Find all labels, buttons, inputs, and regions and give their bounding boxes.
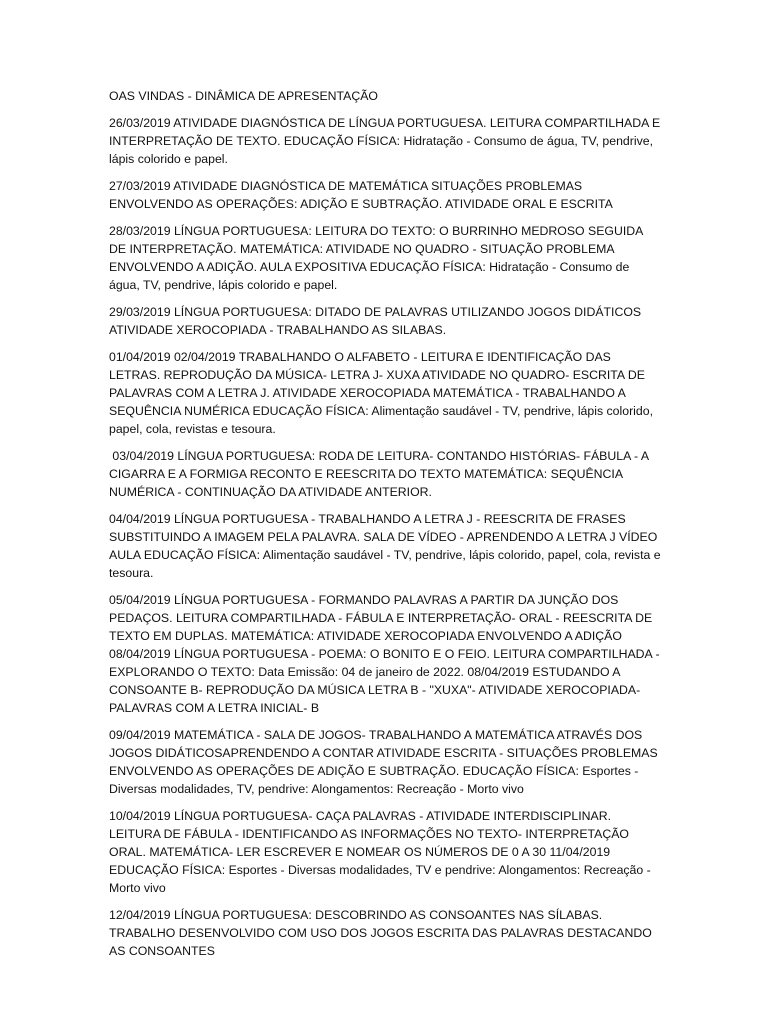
paragraph-2019-04-09: 09/04/2019 MATEMÁTICA - SALA DE JOGOS- TRABALHANDO A MATEMÁTICA ATRAVÉS DOS JOGOS DIDÁTICOSAPRENDENDO A CONTAR ATIVIDADE ESCRITA - SITUAÇÕES PROBLEMAS ENVOLVENDO AS OPERAÇÕES DE ADIÇÃO E SUBTRAÇÃO. EDUCAÇÃO FÍSICA: Esportes - Diversas modalidades, TV, pendrive: Alongamentos: Recreação - Morto vivo bbox=[109, 728, 662, 796]
paragraph-2019-04-12: 12/04/2019 LÍNGUA PORTUGUESA: DESCOBRINDO AS CONSOANTES NAS SÍLABAS. TRABALHO DESENVOLVIDO COM USO DOS JOGOS ESCRITA DAS PALAVRAS DESTACANDO AS CONSOANTES bbox=[109, 908, 655, 958]
paragraph-2019-04-04: 04/04/2019 LÍNGUA PORTUGUESA - TRABALHANDO A LETRA J - REESCRITA DE FRASES SUBSTITUINDO A IMAGEM PELA PALAVRA. SALA DE VÍDEO - APRENDENDO A LETRA J VÍDEO AULA EDUCAÇÃO FÍSICA: Alimentação saudável - TV, pendrive, lápis colorido, papel, cola, revista e tesoura. bbox=[109, 512, 664, 580]
paragraph-2019-03-28: 28/03/2019 LÍNGUA PORTUGUESA: LEITURA DO TEXTO: O BURRINHO MEDROSO SEGUIDA DE INTERPRETAÇÃO. MATEMÁTICA: ATIVIDADE NO QUADRO - SITUAÇÃO PROBLEMA ENVOLVENDO A ADIÇÃO. AULA EXPOSITIVA EDUCAÇÃO FÍSICA: Hidratação - Consumo de água, TV, pendrive, lápis colorido e papel. bbox=[109, 224, 647, 292]
paragraph-2019-04-05: 05/04/2019 LÍNGUA PORTUGUESA - FORMANDO PALAVRAS A PARTIR DA JUNÇÃO DOS PEDAÇOS. LEITURA COMPARTILHADA - FÁBULA E INTERPRETAÇÃO- ORAL - REESCRITA DE TEXTO EM DUPLAS. MATEMÁTICA: ATIVIDADE XEROCOPIADA ENVOLVENDO A ADIÇÃO 08/04/2019 LÍNGUA PORTUGUESA - POEMA: O BONITO E O FEIO. LEITURA COMPARTILHADA - EXPLORANDO O TEXTO: Data Emissão: 04 de janeiro de 2022. 08/04/2019 ESTUDANDO A CONSOANTE B- REPRODUÇÃO DA MÚSICA LETRA B - "XUXA"- ATIVIDADE XEROCOPIADA- PALAVRAS COM A LETRA INICIAL- B bbox=[109, 593, 663, 715]
paragraph-2019-04-10: 10/04/2019 LÍNGUA PORTUGUESA- CAÇA PALAVRAS - ATIVIDADE INTERDISCIPLINAR. LEITURA DE FÁBULA - IDENTIFICANDO AS INFORMAÇÕES NO TEXTO- INTERPRETAÇÃO ORAL. MATEMÁTICA- LER ESCREVER E NOMEAR OS NÚMEROS DE 0 A 30 11/04/2019 EDUCAÇÃO FÍSICA: Esportes - Diversas modalidades, TV e pendrive: Alongamentos: Recreação - Morto vivo bbox=[109, 809, 655, 895]
paragraph-2019-03-29: 29/03/2019 LÍNGUA PORTUGUESA: DITADO DE PALAVRAS UTILIZANDO JOGOS DIDÁTICOS ATIVIDADE XEROCOPIADA - TRABALHANDO AS SILABAS. bbox=[109, 305, 644, 337]
document-page bbox=[109, 87, 664, 969]
paragraph-2019-03-26: 26/03/2019 ATIVIDADE DIAGNÓSTICA DE LÍNGUA PORTUGUESA. LEITURA COMPARTILHADA E INTERPRETAÇÃO DE TEXTO. EDUCAÇÃO FÍSICA: Hidratação - Consumo de água, TV, pendrive, lápis colorido e papel. bbox=[109, 116, 664, 166]
paragraph-2019-04-03: 03/04/2019 LÍNGUA PORTUGUESA: RODA DE LEITURA- CONTANDO HISTÓRIAS- FÁBULA - A CIGARRA E A FORMIGA RECONTO E REESCRITA DO TEXTO MATEMÁTICA: SEQUÊNCIA NUMÉRICA - CONTINUAÇÃO DA ATIVIDADE ANTERIOR. bbox=[109, 449, 652, 499]
paragraph-2019-03-27: 27/03/2019 ATIVIDADE DIAGNÓSTICA DE MATEMÁTICA SITUAÇÕES PROBLEMAS ENVOLVENDO AS OPERAÇÕES: ADIÇÃO E SUBTRAÇÃO. ATIVIDADE ORAL E ESCRITA bbox=[109, 179, 613, 211]
paragraph-2019-04-01: 01/04/2019 02/04/2019 TRABALHANDO O ALFABETO - LEITURA E IDENTIFICAÇÃO DAS LETRAS. REPRODUÇÃO DA MÚSICA- LETRA J- XUXA ATIVIDADE NO QUADRO- ESCRITA DE PALAVRAS COM A LETRA J. ATIVIDADE XEROCOPIADA MATEMÁTICA - TRABALHANDO A SEQUÊNCIA NUMÉRICA EDUCAÇÃO FÍSICA: Alimentação saudável - TV, pendrive, lápis colorido, papel, cola, revistas e tesoura. bbox=[109, 350, 657, 436]
paragraph-welcome: OAS VINDAS - DINÂMICA DE APRESENTAÇÃO bbox=[109, 89, 378, 103]
